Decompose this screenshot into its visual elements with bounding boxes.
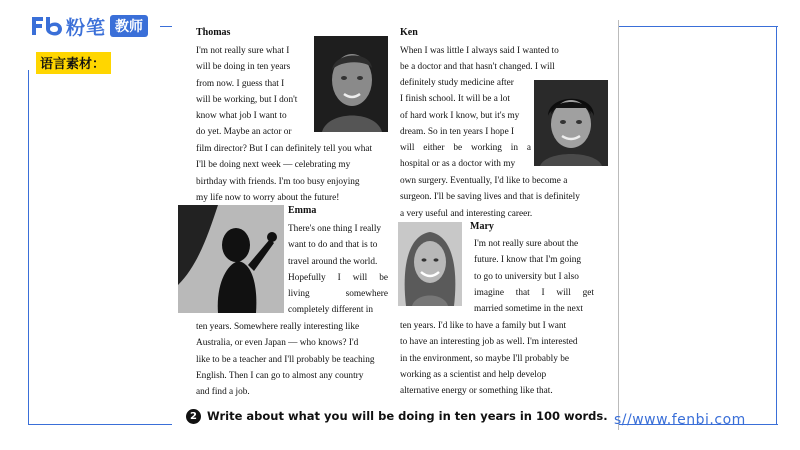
text-line: birthday with friends. I'm too busy enjoying [196,176,360,187]
text-line: I'm not really sure about the [474,239,579,249]
photo-thomas [314,36,388,132]
text-line: married sometime in the next [474,304,583,315]
logo-badge: 教师 [110,15,148,37]
mary-text-wide [400,318,594,399]
text-line: film director? But I can definitely tell you what [196,144,373,154]
text-line: Hopefully I will be [288,272,388,283]
name-thomas: Thomas [196,27,231,38]
text-line: surgeon. I'll be saving lives and that is definitely [400,192,580,203]
emma-text-wide [196,319,388,400]
ken-text-wide [400,173,594,222]
text-line: and find a job. [196,387,250,398]
text-line: will be working, but I don't [196,94,298,105]
photo-ken [534,80,608,166]
text-line: will be doing in ten years [196,62,291,73]
thomas-text-wide [196,141,388,206]
text-line: working as a scientist and help develop [400,369,547,380]
ken-text-narrow [400,75,531,173]
text-line: future. I know that I'm going [474,255,582,266]
material-label: 语言素材： [36,52,111,74]
text-line: like to be a teacher and I'll probably be teaching [196,354,375,365]
frame-right-line [776,26,777,424]
text-line: from now. I guess that I [196,78,285,89]
mary-text-narrow [474,236,594,317]
text-line: living somewhere [288,289,388,300]
text-line: want to do and that is to [288,240,378,251]
text-line: ten years. Somewhere really interesting like [196,322,360,332]
text-line: I finish school. It will be a lot [400,94,510,105]
text-line: of hard work I know, but it's my [400,110,520,121]
text-line: imagine that I will get [474,287,594,298]
text-line: to go to university but I also [474,271,579,282]
text-line: own surgery. Eventually, I'd like to become a [400,176,568,186]
text-line: hospital or as a doctor with my [400,159,516,170]
text-line: my life now to worry about the future! [196,192,340,203]
text-line: I'm not really sure what I [196,46,290,56]
text-line: be a doctor and that hasn't changed. I will [400,62,555,73]
photo-mary [398,222,462,306]
text-line: do yet. Maybe an actor or [196,127,292,138]
task-number-badge: 2 [186,409,201,424]
text-line: to have an interesting job as well. I'm interested [400,337,578,348]
task-instruction: Write about what you will be doing in ten years in 100 words. [207,409,608,423]
fenbi-logo-icon [30,15,64,37]
fenbi-logo [30,14,148,38]
text-line: definitely study medicine after [400,78,514,88]
text-line: will either be working in a [400,143,531,154]
ken-text-top [400,43,594,76]
name-ken: Ken [400,27,418,38]
text-line: completely different in [288,305,374,316]
logo-brand-text: 粉笔 [66,16,107,39]
watermark-url: s//www.fenbi.com [614,412,746,428]
frame-left-line [28,70,29,425]
photo-emma [178,205,284,313]
text-line: Australia, or even Japan — who knows? I'd [196,338,359,349]
thomas-text-narrow [196,43,310,141]
text-line: dream. So in ten years I hope I [400,126,515,137]
text-line: know what job I want to [196,111,287,122]
text-line: ten years. I'd like to have a family but I want [400,321,567,331]
emma-text-narrow [288,221,388,319]
text-line: When I was little I always said I wanted to [400,46,559,56]
name-emma: Emma [288,205,317,216]
text-line: travel around the world. [288,256,378,267]
text-line: alternative energy or something like that. [400,386,553,397]
text-line: English. Then I can go to almost any country [196,370,364,381]
text-line: a very useful and interesting career. [400,208,533,219]
text-line: I'll be doing next week — celebrating my [196,160,351,171]
text-line: There's one thing I really [288,224,382,234]
name-mary: Mary [470,221,494,232]
text-line: in the environment, so maybe I'll probably be [400,353,569,364]
